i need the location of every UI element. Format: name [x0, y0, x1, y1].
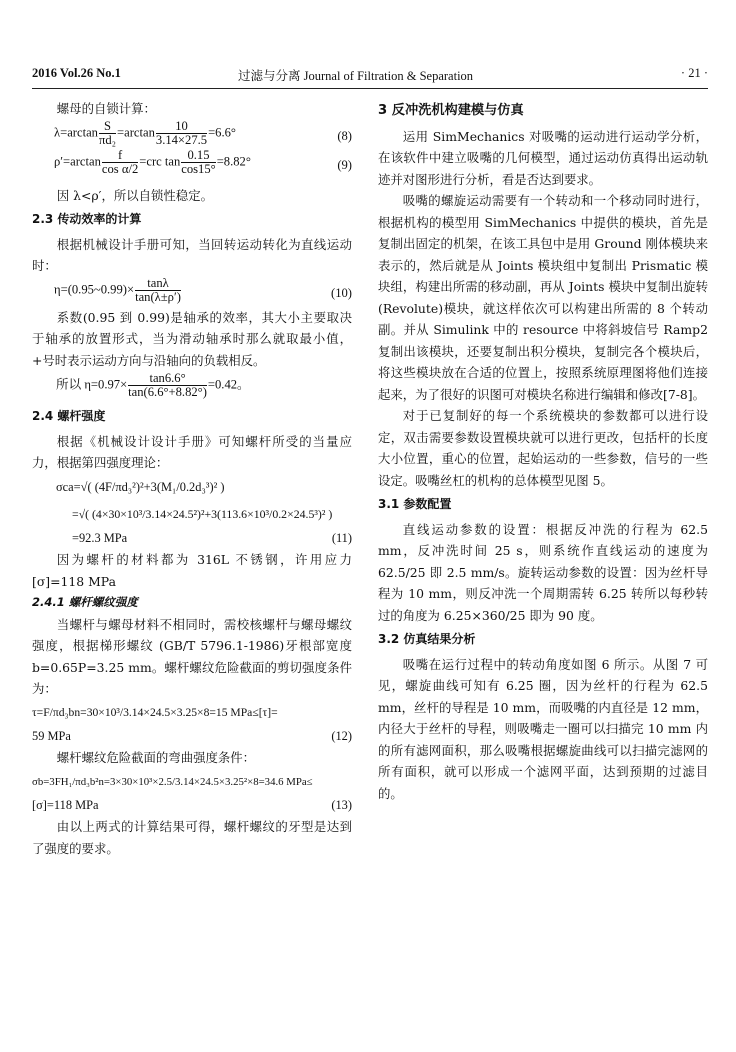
bending-text: 螺杆螺纹危险截面的弯曲强度条件： — [56, 750, 256, 765]
section-2-4-text: 根据《机械设计设计手册》可知螺杆所受的当量应力，根据第四强度理论： — [32, 433, 352, 470]
eq9-frac2-num: 0.15 — [181, 149, 215, 163]
eq12-bound: 59 MPa — [32, 728, 71, 743]
header-rule — [32, 88, 708, 89]
eq8-number: (8) — [337, 128, 352, 143]
section-2-3-text: 根据机械设计手册可知，当回转运动转化为直线运动时： — [32, 236, 352, 273]
efficiency-result — [32, 371, 352, 403]
section-3-para-2: 吸嘴的螺旋运动需要有一个转动和一个移动同时进行，根据机构的模型用 SimMechanics 中提供的模块，首先是复制出固定的机架，在该工具包中是用 Ground 刚体模块来表示的，然后就是从 Joints 模块组中复制出 Prismatic 模块组，构建出所需的移动副，再从 Joints 模块中复制出旋转(Revolute)模块，就这样依次可以构建出所需的 8 个转动副。并从 Simulink 中的 resource 中将斜坡信号 Ramp2 复制出该模块，还要复制出积分模块，复制完各个模块后，将这些模块放在合适的位置上，按照系统原理图将他们连接起来，为了很好的识图可对模块名称进行编辑和修改[7-8]。 — [378, 193, 708, 402]
right-column — [378, 98, 708, 804]
eq13-bound: [σ]=118 MPa — [32, 797, 99, 812]
eta-num: tan6.6° — [128, 372, 207, 386]
eq9-result: =8.82° — [216, 153, 251, 168]
eq10-number: (10) — [331, 285, 352, 300]
eq8-mid: =arctan — [117, 124, 155, 139]
eq10-den: tan(λ±ρ′) — [135, 289, 181, 304]
eq13-number: (13) — [331, 797, 352, 812]
section-3-para-1: 运用 SimMechanics 对吸嘴的运动进行运动学分析，在该软件中建立吸嘴的几何模型，通过运动仿真得出运动轨迹并对图形进行分析，看是否达到要求。 — [378, 128, 708, 187]
material-text: 因为螺杆的材料都为 316L 不锈钢，许用应力[σ]=118 MPa — [32, 552, 352, 589]
eq11-line3 — [32, 528, 352, 550]
eq8-frac1-num: S — [99, 120, 116, 134]
eq8-frac1-den: πd₂ — [98, 132, 117, 147]
eq8-frac2-den: 3.14×27.5 — [155, 132, 208, 147]
eq11-line2: =√( (4×30×10³/3.14×24.5²)²+3(113.6×10³/0.2×24.5³)² ) — [72, 506, 333, 521]
section-3-para-3: 对于已复制好的每一个系统模块的参数都可以进行设定，双击需要参数设置模块就可以进行更改，包括杆的长度大小位置，重心的位置，起始运动的一些参数，信号的一些设定。吸嘴丝杠的机构的总体模型见图 5。 — [378, 408, 708, 488]
page-number: · 21 · — [680, 66, 708, 80]
eq8-result: =6.6° — [208, 124, 236, 139]
section-2-4-1-text: 当螺杆与螺母材料不相同时，需校核螺杆与螺母螺纹强度，根据梯形螺纹 (GB/T 5796.1-1986)牙根部宽度 b=0.65P=3.25 mm。螺杆螺纹危险截面的剪切强度条件为： — [32, 616, 352, 696]
eq8-lhs: λ=arctan — [54, 124, 98, 139]
section-3-2-text: 吸嘴在运行过程中的转动角度如图 6 所示。从图 7 可见，螺旋曲线可知有 6.25 圈，因为丝杆的行程为 62.5 mm，丝杆的导程是 10 mm，而吸嘴的内直径是 12 mm，内径大于丝杆的导程，则吸嘴走一圈可以扫描完 10 mm 内的所有滤网面积，那么吸嘴根据螺旋曲线可以扫描完滤网的所有面积，就可以形成一个滤网平面，达到预期的过滤目的。 — [378, 656, 708, 801]
section-3-2-heading: 3.2 仿真结果分析 — [378, 632, 476, 646]
eq9-frac2-den: cos15° — [181, 161, 216, 176]
section-2-4-heading: 2.4 螺杆强度 — [32, 409, 106, 423]
section-2-3-heading: 2.3 传动效率的计算 — [32, 212, 142, 226]
eq10-lhs: η=(0.95~0.99)× — [54, 281, 135, 296]
eq12-line2 — [32, 726, 352, 748]
section-3-1-heading: 3.1 参数配置 — [378, 497, 452, 511]
strength-conclusion: 由以上两式的计算结果可得，螺杆螺纹的牙型是达到了强度的要求。 — [32, 819, 352, 856]
eq11-number: (11) — [331, 530, 352, 545]
eta-den: tan(6.6°+8.82°) — [128, 385, 207, 399]
eta-lhs: 所以 η=0.97× — [56, 377, 128, 392]
eq9-frac1-num: f — [102, 149, 138, 163]
eq11-result: =92.3 MPa — [72, 530, 128, 545]
section-3-1-text: 直线运动参数的设置：根据反冲洗的行程为 62.5 mm，反冲洗时间 25 s，则系统作直线运动的速度为 62.5/25 即 2.5 mm/s。旋转运动参数的设置：因为丝杆导程为 10 mm，则反冲洗一个周期需转 6.25 转所以每秒转过的角度为 6.25×360/25 即为 90 度。 — [378, 521, 708, 623]
eq10-num: tanλ — [135, 277, 181, 291]
eq13-line1: σb=3FH₁/πd₃b²n=3×30×10³×2.5/3.14×24.5×3.25²×8=34.6 MPa≤ — [32, 775, 313, 788]
left-column — [32, 98, 352, 859]
journal-title: 过滤与分离 Journal of Filtration & Separation — [238, 69, 474, 83]
section-2-4-1-heading: 2.4.1 螺杆螺纹强度 — [32, 595, 138, 609]
eta-result: =0.42。 — [207, 377, 250, 392]
eq12-line1: τ=F/πd₃bn=30×10³/3.14×24.5×3.25×8=15 MPa≤[τ]= — [32, 705, 278, 719]
equation-9 — [32, 149, 352, 185]
coefficient-text: 系数(0.95 到 0.99)是轴承的效率，其大小主要取决于轴承的放置形式，当为滑动轴承时那么就取最小值，+号时表示运动方向与沿轴向的负载相反。 — [32, 309, 352, 368]
equation-8 — [32, 120, 352, 149]
equation-10 — [32, 277, 352, 307]
eq9-mid: =crc tan — [139, 153, 181, 168]
self-lock-intro: 螺母的自锁计算： — [56, 101, 156, 116]
eq9-number: (9) — [337, 157, 352, 172]
running-header — [32, 66, 708, 88]
eq8-frac2-num: 10 — [156, 120, 207, 134]
self-lock-conclusion: 因 λ<ρ′，所以自锁性稳定。 — [56, 187, 213, 203]
eq11-line1: σca=√( (4F/πd₃²)²+3(M₁/0.2d₃³)² ) — [56, 479, 225, 494]
eq12-number: (12) — [331, 728, 352, 743]
eq9-lhs: ρ′=arctan — [54, 153, 101, 168]
section-3-heading: 3 反冲洗机构建模与仿真 — [378, 103, 524, 118]
journal-issue: 2016 Vol.26 No.1 — [32, 66, 121, 80]
eq13-line2 — [32, 795, 352, 817]
eq9-frac1-den: cos α/2 — [101, 161, 139, 176]
